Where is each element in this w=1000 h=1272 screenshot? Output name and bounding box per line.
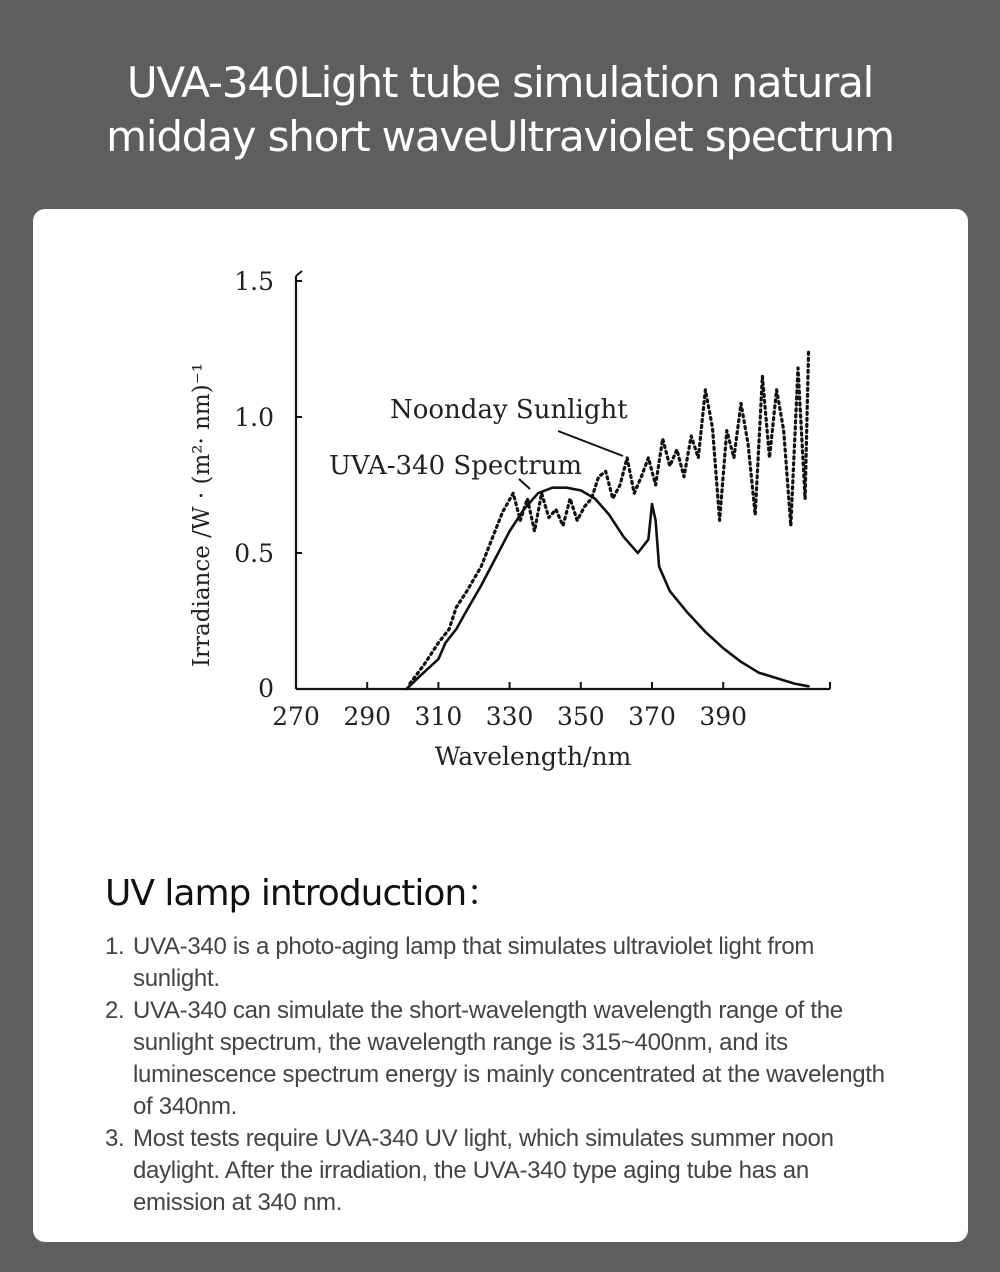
- annotation-noonday-sunlight: Noonday Sunlight: [390, 395, 628, 425]
- content-card: [33, 209, 968, 1242]
- x-tick-label: 350: [556, 702, 605, 731]
- chart-annotations: [329, 395, 628, 489]
- x-tick-label: 330: [485, 702, 534, 731]
- x-tick-label: 310: [414, 702, 463, 731]
- intro-item-text: Most tests require UVA-340 UV light, which simulates summer noon daylight. After the irradiation, the UVA-340 type aging tube has an emission at 340 nm.: [133, 1125, 834, 1216]
- intro-item-1: [105, 931, 905, 995]
- title-line-1: UVA-340Light tube simulation natural: [126, 58, 874, 107]
- intro-item-text: UVA-340 can simulate the short-wavelength wavelength range of the sunlight spectrum, the wavelength range is 315~400nm, and its luminescence spectrum energy is mainly concentrated at the wavelength of 340nm.: [133, 997, 885, 1120]
- intro-item-number: 3.: [105, 1125, 125, 1152]
- x-axis-label: Wavelength/nm: [434, 742, 632, 771]
- title-line-2: midday short waveUltraviolet spectrum: [106, 112, 894, 161]
- x-tick-label: 370: [628, 702, 676, 731]
- y-tick-label: 0: [258, 674, 274, 703]
- spectrum-chart: [33, 209, 968, 809]
- y-tick-label: 1.0: [234, 403, 274, 432]
- intro-item-number: 2.: [105, 997, 125, 1024]
- x-tick-label: 270: [272, 702, 320, 731]
- x-tick-label: 390: [699, 702, 748, 731]
- y-axis-cap: [296, 271, 302, 276]
- chart-ticks: [189, 267, 830, 771]
- y-tick-label: 0.5: [234, 539, 274, 568]
- intro-item-number: 1.: [105, 933, 125, 960]
- intro-list: [105, 931, 905, 1219]
- page-title: [0, 56, 1000, 164]
- intro-item-2: [105, 995, 905, 1123]
- x-tick-label: 290: [343, 702, 392, 731]
- uva-340-spectrum-line: [406, 488, 808, 689]
- intro-item-3: [105, 1123, 905, 1219]
- intro-heading: UV lamp introduction：: [105, 873, 502, 914]
- y-axis-label: Irradiance /W · (m²· nm)⁻¹: [189, 362, 215, 668]
- intro-item-text: UVA-340 is a photo-aging lamp that simulates ultraviolet light from sunlight.: [133, 933, 815, 992]
- annotation-uva-340-spectrum: UVA-340 Spectrum: [329, 451, 583, 481]
- y-tick-label: 1.5: [234, 267, 274, 296]
